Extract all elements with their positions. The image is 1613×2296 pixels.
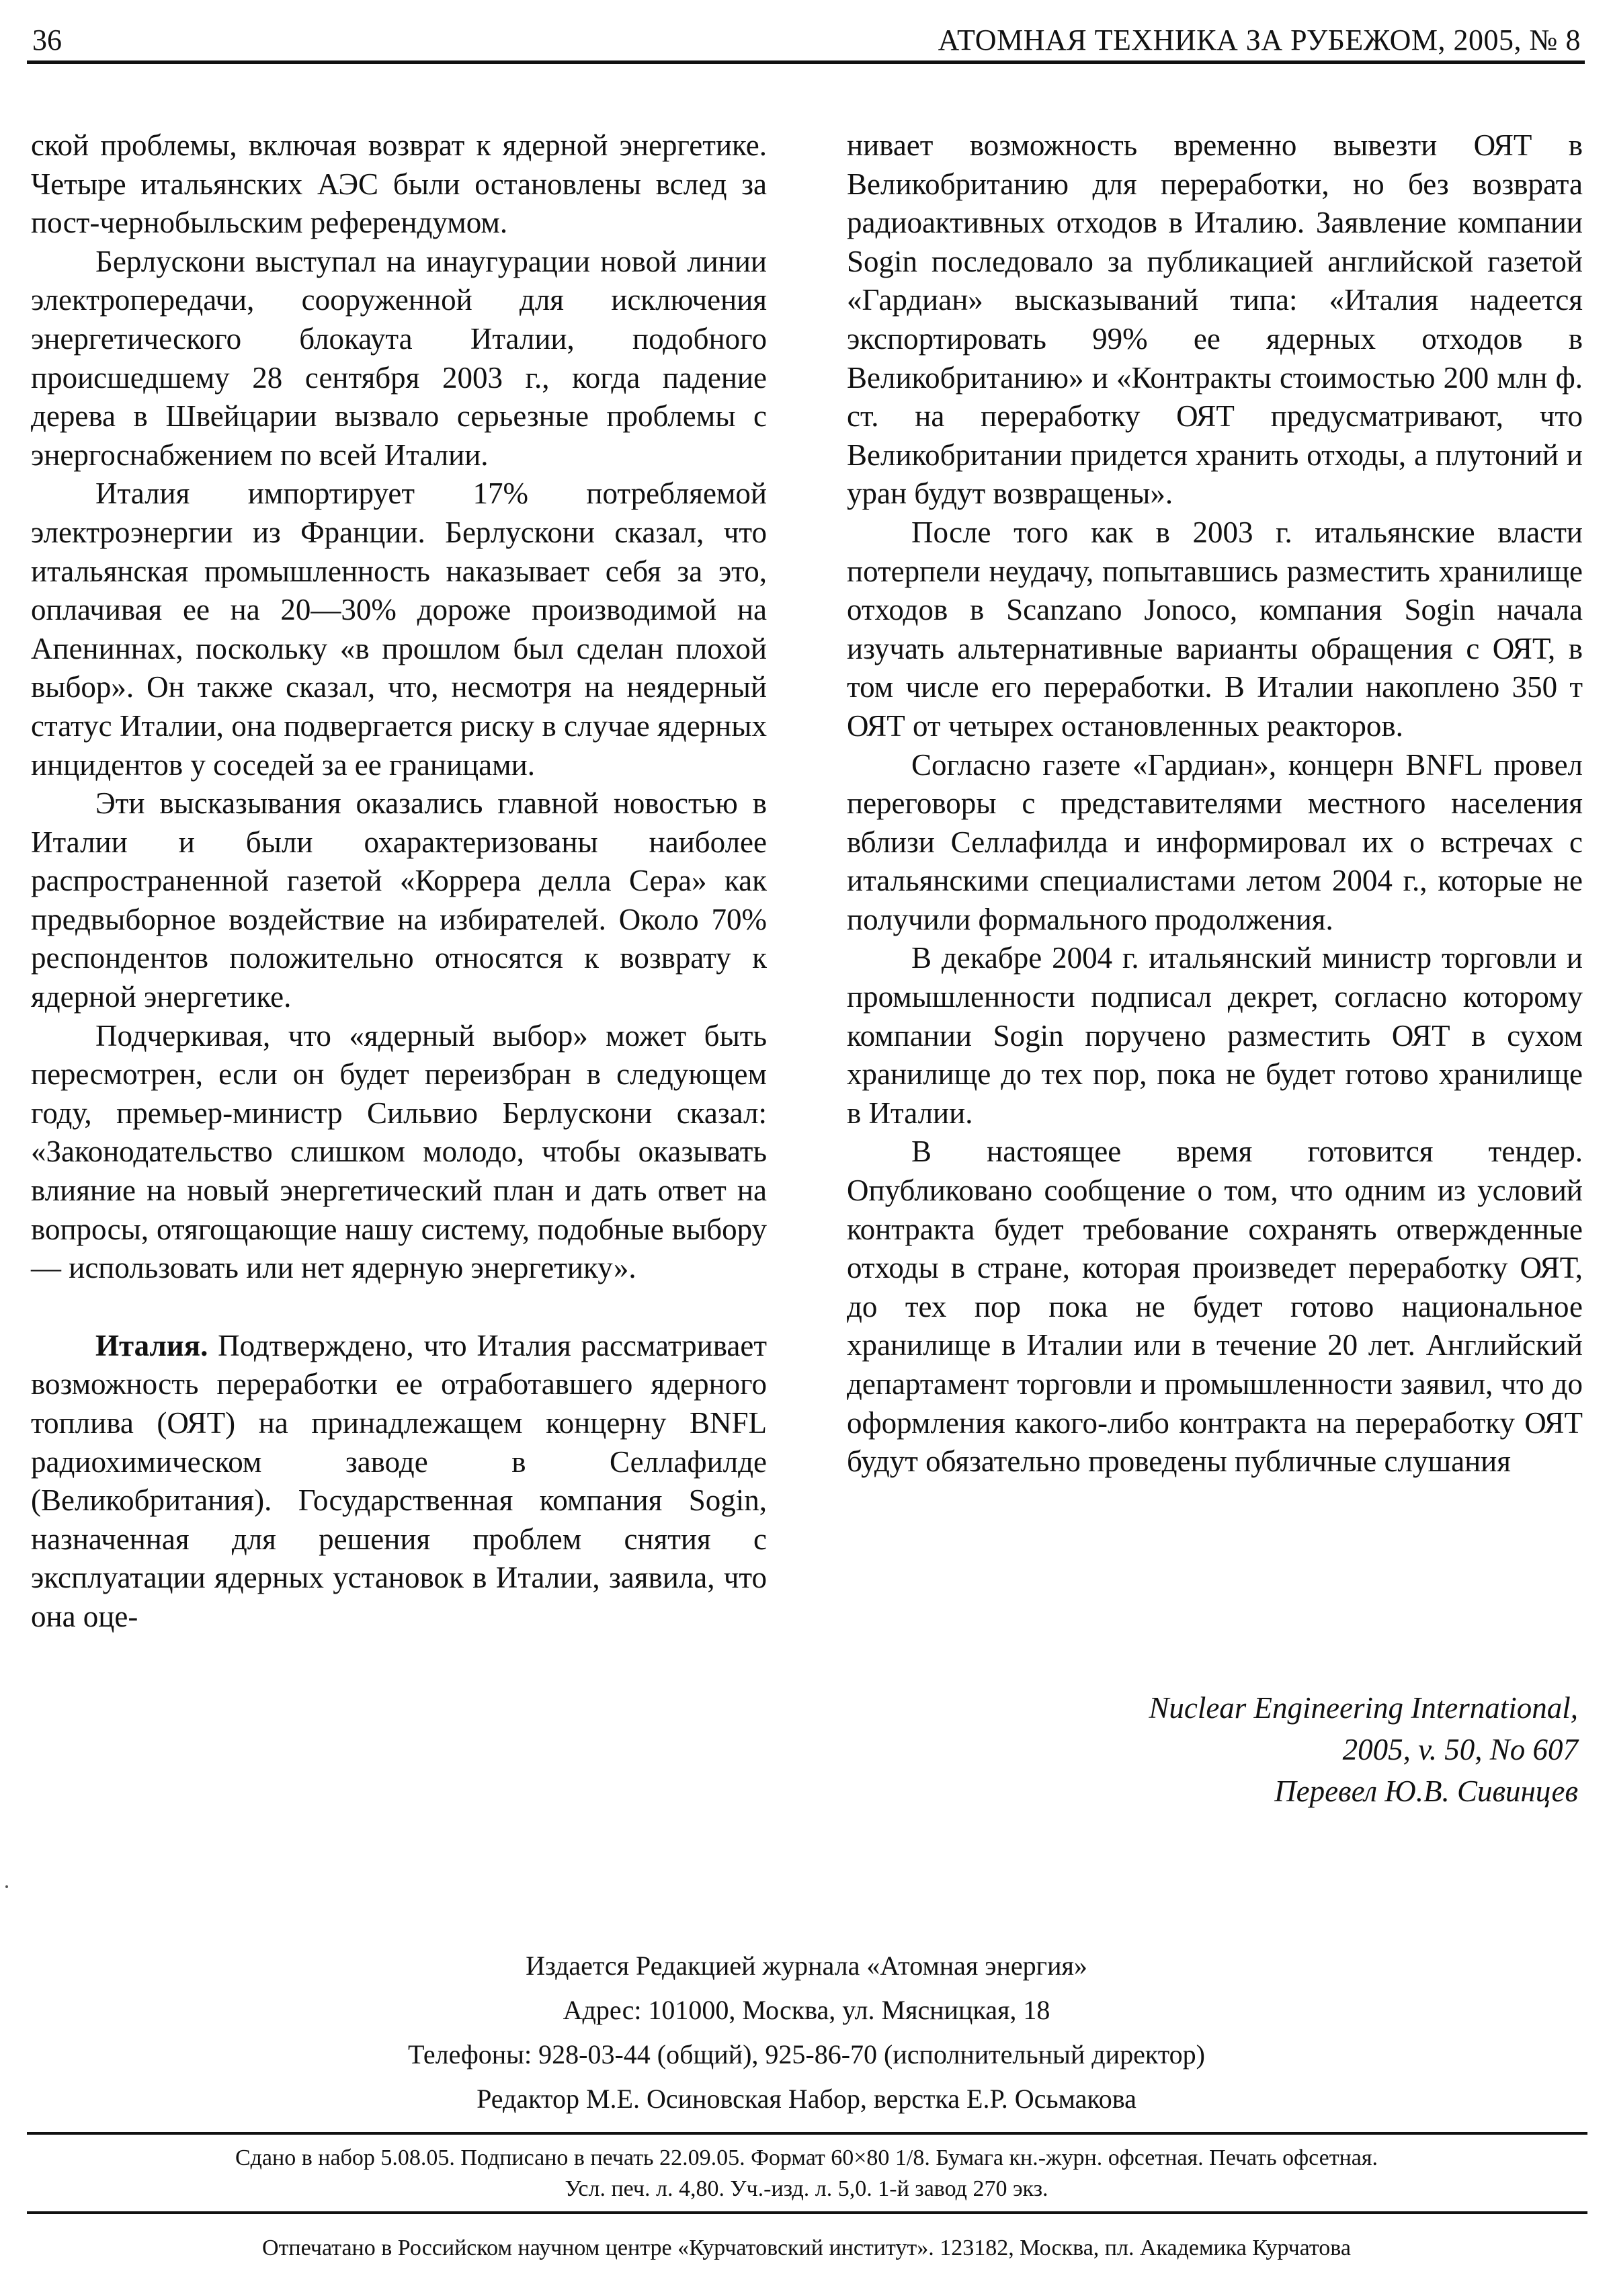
imprint-staff: Редактор М.Е. Осиновская Набор, верстка Е.Р. Осьмакова bbox=[477, 2084, 1136, 2114]
paragraph: Согласно газете «Гардиан», концерн BNFL провел переговоры с представителями местного населения вблизи Селлафилда и информировал их о встречах с итальянскими специалистами летом 2004 г., которые не получили формального продолжения. bbox=[847, 747, 1583, 936]
section-body-text: Подтверждено, что Италия рассматривает возможность переработки ее отработавшего ядерного топлива (ОЯТ) на принадлежащем концерну BNFL радиохимическом заводе в Селлафилде (Великобритания). Государственная компания Sogin, назначенная для решения проблем снятия с эксплуатации ядерных установок в Италии, заявила, что она оце- bbox=[31, 1328, 767, 1633]
paragraph: В декабре 2004 г. итальянский министр торговли и промышленности подписал декрет, согласно которому компании Sogin поручено разместить ОЯТ в сухом хранилище до тех пор, пока не будет готово хранилище в Италии. bbox=[847, 941, 1583, 1130]
print-details-line2: Усл. печ. л. 4,80. Уч.-изд. л. 5,0. 1-й завод 270 экз. bbox=[565, 2176, 1048, 2201]
paragraph: Подчеркивая, что «ядерный выбор» может быть пересмотрен, если он будет переизбран в следующем году, премьер-министр Сильвио Берлускони сказал: «Законодательство слишком молодо, чтобы оказывать влияние на новый энергетический план и дать ответ на вопросы, отягощающие нашу систему, подобные выбору — использовать или нет ядерную энергетику». bbox=[31, 1018, 767, 1285]
source-citation bbox=[1149, 1687, 1578, 1812]
section-lead-heading: Италия. bbox=[95, 1328, 208, 1362]
page-header bbox=[32, 20, 1581, 60]
citation-translator: Перевел Ю.В. Сивинцев bbox=[1274, 1774, 1578, 1808]
imprint-divider-top bbox=[27, 2132, 1587, 2135]
imprint-publisher: Издается Редакцией журнала «Атомная энергия» bbox=[526, 1951, 1087, 1981]
italy-section-paragraph bbox=[31, 1327, 767, 1637]
scan-artifact-dot bbox=[5, 1885, 8, 1888]
imprint-block bbox=[0, 1946, 1613, 2123]
imprint-address: Адрес: 101000, Москва, ул. Мясницкая, 18 bbox=[563, 1995, 1050, 2025]
print-details bbox=[0, 2143, 1613, 2205]
paragraph: После того как в 2003 г. итальянские власти потерпели неудачу, попытавшись разместить хранилище отходов в Scanzano Jonoco, компания Sogin начала изучать альтернативные варианты обращения с ОЯТ, в том числе его переработки. В Италии накоплено 350 т ОЯТ от четырех остановленных реакторов. bbox=[847, 515, 1583, 743]
imprint-phones: Телефоны: 928-03-44 (общий), 925-86-70 (исполнительный директор) bbox=[407, 2039, 1205, 2069]
paragraph: В настоящее время готовится тендер. Опубликовано сообщение о том, что одним из условий контракта будет требование сохранять отвержденные отходы в стране, которая произведет переработку ОЯТ, до тех пор пока не будет готово национальное хранилище в Италии или в течение 20 лет. Английский департамент торговли и промышленности заявил, что до оформления какого-либо контракта на переработку ОЯТ будут обязательно проведены публичные слушания bbox=[847, 1135, 1583, 1479]
running-title: АТОМНАЯ ТЕХНИКА ЗА РУБЕЖОМ, 2005, № 8 bbox=[938, 24, 1581, 56]
right-column bbox=[847, 126, 1583, 1481]
paragraph: Италия импортирует 17% потребляемой электроэнергии из Франции. Берлускони сказал, что итальянская промышленность наказывает себя за это, оплачивая ее на 20—30% дороже производимой на Апениннах, поскольку «в прошлом был сделан плохой выбор». Он также сказал, что, несмотря на неядерный статус Италии, она подвергается риску в случае ядерных инцидентов у соседей за ее границами. bbox=[31, 477, 767, 782]
paragraph: нивает возможность временно вывезти ОЯТ в Великобританию для переработки, но без возврата радиоактивных отходов в Италию. Заявление компании Sogin последовало за публикацией английской газетой «Гардиан» высказываний типа: «Италия надеется экспортировать 99% ее ядерных отходов в Великобританию» и «Контракты стоимостью 200 млн ф. ст. на переработку ОЯТ предусматривают, что Великобритании придется хранить отходы, а плутоний и уран будут возвращены». bbox=[847, 128, 1583, 511]
citation-source-issue: 2005, v. 50, No 607 bbox=[1342, 1733, 1578, 1766]
print-details-line1: Сдано в набор 5.08.05. Подписано в печать 22.09.05. Формат 60×80 1/8. Бумага кн.-журн. офсетная. Печать офсетная. bbox=[235, 2145, 1378, 2170]
header-divider bbox=[27, 60, 1585, 64]
imprint-divider-bottom bbox=[27, 2211, 1587, 2214]
printer-line: Отпечатано в Российском научном центре «Курчатовский институт». 123182, Москва, пл. Академика Курчатова bbox=[262, 2236, 1351, 2260]
paragraph: ской проблемы, включая возврат к ядерной энергетике. Четыре итальянских АЭС были остановлены вслед за пост-чернобыльским референдумом. bbox=[31, 128, 767, 240]
paragraph: Берлускони выступал на инаугурации новой линии электропередачи, сооруженной для исключения энергетического блокаута Италии, подобного происшедшему 28 сентября 2003 г., когда падение дерева в Швейцарии вызвало серьезные проблемы с энергоснабжением по всей Италии. bbox=[31, 244, 767, 472]
left-column bbox=[31, 126, 767, 1637]
citation-source-title: Nuclear Engineering International, bbox=[1149, 1691, 1578, 1725]
paragraph: Эти высказывания оказались главной новостью в Италии и были охарактеризованы наиболее распространенной газетой «Коррера делла Сера» как предвыборное воздействие на избирателей. Около 70% респондентов положительно относятся к возврату к ядерной энергетике. bbox=[31, 786, 767, 1014]
page-number: 36 bbox=[32, 24, 62, 56]
